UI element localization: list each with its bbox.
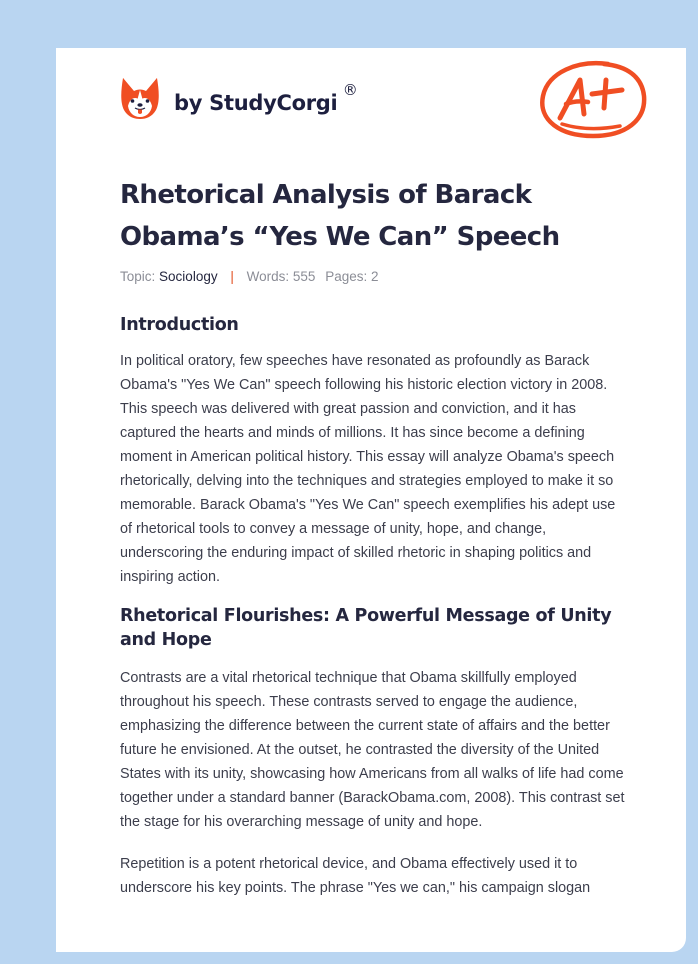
corgi-face-icon <box>120 76 160 120</box>
a-plus-grade-icon <box>538 58 650 140</box>
paragraph-contrasts: Contrasts are a vital rhetorical technique that Obama skillfully employed throughout his speech. These contrasts served to engage the audience, emphasizing the difference between the current state of affairs and the better future he envisioned. At the outset, he contrasted the diversity of the United States with its unity, showcasing how Americans from all walks of life had come together under a standard banner (BarackObama.com, 2008). This contrast set the stage for his overarching message of unity and hope. <box>120 670 625 830</box>
essay-card <box>56 48 686 952</box>
brand-name <box>174 81 358 115</box>
paragraph-introduction: In political oratory, few speeches have resonated as profoundly as Barack Obama's "Yes We Can" speech following his historic election victory in 2008. This speech was delivered with great passion and conviction, and it has captured the hearts and minds of millions. It has since become a defining moment in American political history. This essay will analyze Obama's speech rhetorically, delving into the techniques and strategies employed to make it so memorable. Barack Obama's "Yes We Can" speech exemplifies his adept use of rhetorical tools to convey a message of unity, hope, and change, underscoring the enduring impact of skilled rhetoric in shaping politics and inspiring action. <box>120 353 616 585</box>
page-count: Pages: 2 <box>325 269 379 284</box>
section-heading-introduction: Introduction <box>120 315 239 335</box>
topic-link[interactable]: Sociology <box>159 269 218 284</box>
page-header <box>56 48 686 158</box>
article-title: Rhetorical Analysis of Barack Obama’s “Yes We Can” Speech <box>120 180 560 252</box>
article-meta <box>120 267 630 287</box>
section-heading-rhetorical-flourishes: Rhetorical Flourishes: A Powerful Message of Unity and Hope <box>120 606 612 650</box>
paragraph-repetition: Repetition is a potent rhetorical device, and Obama effectively used it to underscore his key points. The phrase "Yes we can," his campaign slogan <box>120 856 591 896</box>
brand-name-text: by StudyCorgi <box>174 91 338 115</box>
article-content <box>120 174 630 900</box>
studycorgi-logo[interactable] <box>120 76 358 120</box>
registered-mark: ® <box>342 81 358 99</box>
word-count: Words: 555 <box>246 269 316 284</box>
topic-label: Topic: <box>120 269 156 284</box>
meta-separator: | <box>230 269 234 284</box>
